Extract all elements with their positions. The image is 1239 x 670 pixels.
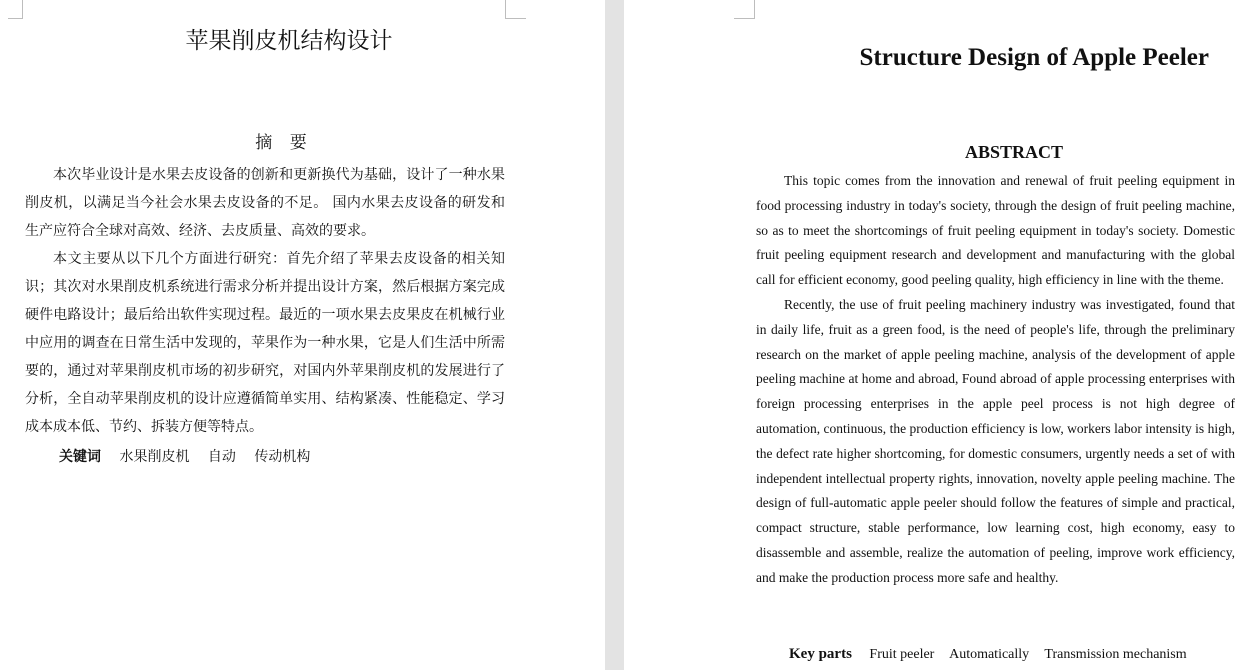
- english-title: Structure Design of Apple Peeler: [859, 44, 1209, 71]
- page-gap: [605, 0, 624, 670]
- chinese-abstract-body: [25, 161, 505, 441]
- crop-mark-top-left: [8, 0, 23, 19]
- left-page-chinese: [0, 0, 605, 670]
- chinese-keyword: 自动: [207, 449, 236, 465]
- english-abstract-body: [756, 169, 1235, 591]
- chinese-title: 苹果削皮机结构设计: [185, 28, 393, 54]
- chinese-keyword: 传动机构: [254, 449, 311, 465]
- chinese-paragraph-1: 本次毕业设计是水果去皮设备的创新和更新换代为基础，设计了一种水果削皮机，以满足当今社会水果去皮设备的不足。 国内水果去皮设备的研发和生产应符合全球对高效、经济、去皮质量、高效的要求。: [25, 167, 505, 239]
- right-page-english: [624, 0, 1239, 670]
- chinese-keywords-line: [59, 446, 324, 466]
- english-keyword: Automatically: [949, 647, 1030, 662]
- crop-mark-top-right: [505, 0, 526, 19]
- chinese-keywords-label: 关键词: [59, 449, 101, 465]
- english-paragraph-1: This topic comes from the innovation and renewal of fruit peeling equipment in food processing industry in today's society, through the design of fruit peeling machine, so as to meet the shortcomings of fruit peeling equipment in today's society. Domestic fruit peeling equipment research and development and manufacturing with the global call for efficient economy, good peeling quality, high efficiency in line with the theme.: [756, 173, 1235, 288]
- english-keywords-label: Key parts: [789, 646, 852, 662]
- chinese-keyword: 水果削皮机: [119, 449, 190, 465]
- chinese-abstract-heading: 摘 要: [255, 133, 313, 153]
- chinese-paragraph-2: 本文主要从以下几个方面进行研究：首先介绍了苹果去皮设备的相关知识；其次对水果削皮机系统进行需求分析并提出设计方案，然后根据方案完成硬件电路设计；最后给出软件实现过程。最近的一项水果去皮果皮在机械行业中应用的调查在日常生活中发现的，苹果作为一种水果，它是人们生活中所需要的，通过对苹果削皮机市场的初步研究，对国内外苹果削皮机的发展进行了分析，全自动苹果削皮机的设计应遵循简单实用、结构紧凑、性能稳定、学习成本成本低、节约、拆装方便等特点。: [25, 251, 505, 435]
- english-keyword: Transmission mechanism: [1044, 647, 1187, 662]
- english-keyword: Fruit peeler: [869, 647, 935, 662]
- crop-mark-top-left: [734, 0, 755, 19]
- english-abstract-heading: ABSTRACT: [964, 142, 1064, 162]
- english-keywords-line: [789, 646, 1199, 663]
- english-paragraph-2: Recently, the use of fruit peeling machinery industry was investigated, found that in daily life, fruit as a green food, is the need of people's life, through the preliminary research on the market of apple peeling machine, analysis of the development of apple peeling machine at home and abroad, Found abroad of apple processing enterprises with foreign processing enterprises in the apple peel process is not high degree of automation, continuous, the production efficiency is low, workers labor intensity is high, the defect rate higher shortcoming, for domestic consumers, urgently needs a set of with independent intellectual property rights, innovation, novelty apple peeling machine. The design of full-automatic apple peeler should follow the features of simple and practical, compact structure, stable performance, low learning cost, high economy, easy to disassemble and assemble, realize the automation of peeling, improve work efficiency, and make the production process more safe and healthy.: [756, 296, 1235, 585]
